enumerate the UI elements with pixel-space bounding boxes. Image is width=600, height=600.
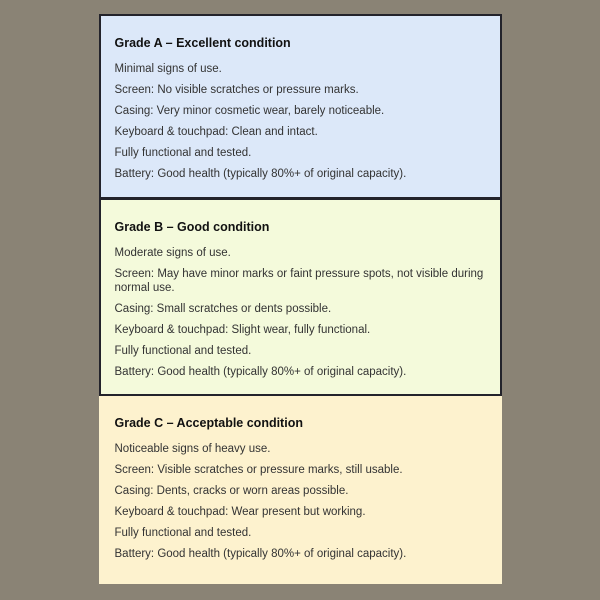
panel-line: Battery: Good health (typically 80%+ of original capacity).	[114, 366, 407, 378]
panel-grade-a	[99, 14, 502, 199]
panel-line: Moderate signs of use.	[114, 247, 231, 259]
panel-line: Fully functional and tested.	[114, 527, 252, 539]
panel-grade-c	[99, 396, 502, 584]
panel-line: Battery: Good health (typically 80%+ of original capacity).	[114, 548, 407, 560]
panel-grade-b-title: Grade B – Good condition	[114, 220, 270, 234]
panel-grade-b	[99, 198, 502, 396]
panel-line: Casing: Small scratches or dents possible.	[114, 303, 332, 315]
panel-line: Casing: Very minor cosmetic wear, barely noticeable.	[114, 105, 385, 117]
panel-line: Noticeable signs of heavy use.	[114, 443, 271, 455]
panel-grade-a-title: Grade A – Excellent condition	[114, 36, 291, 50]
panel-line: Fully functional and tested.	[114, 345, 252, 357]
panel-line: Screen: Visible scratches or pressure marks, still usable.	[114, 464, 403, 476]
panel-grade-c-title: Grade C – Acceptable condition	[114, 416, 303, 430]
panel-line: Fully functional and tested.	[114, 147, 252, 159]
panel-line: Minimal signs of use.	[114, 63, 222, 75]
panel-line: Keyboard & touchpad: Slight wear, fully functional.	[114, 324, 371, 336]
panel-line: Battery: Good health (typically 80%+ of original capacity).	[114, 168, 407, 180]
panel-line: Keyboard & touchpad: Clean and intact.	[114, 126, 318, 138]
panel-line: Screen: May have minor marks or faint pressure spots, not visible during normal use.	[114, 268, 484, 294]
panel-line: Keyboard & touchpad: Wear present but working.	[114, 506, 366, 518]
panel-line: Screen: No visible scratches or pressure marks.	[114, 84, 359, 96]
grade-panels-stack	[99, 0, 502, 584]
panel-line: Casing: Dents, cracks or worn areas possible.	[114, 485, 349, 497]
